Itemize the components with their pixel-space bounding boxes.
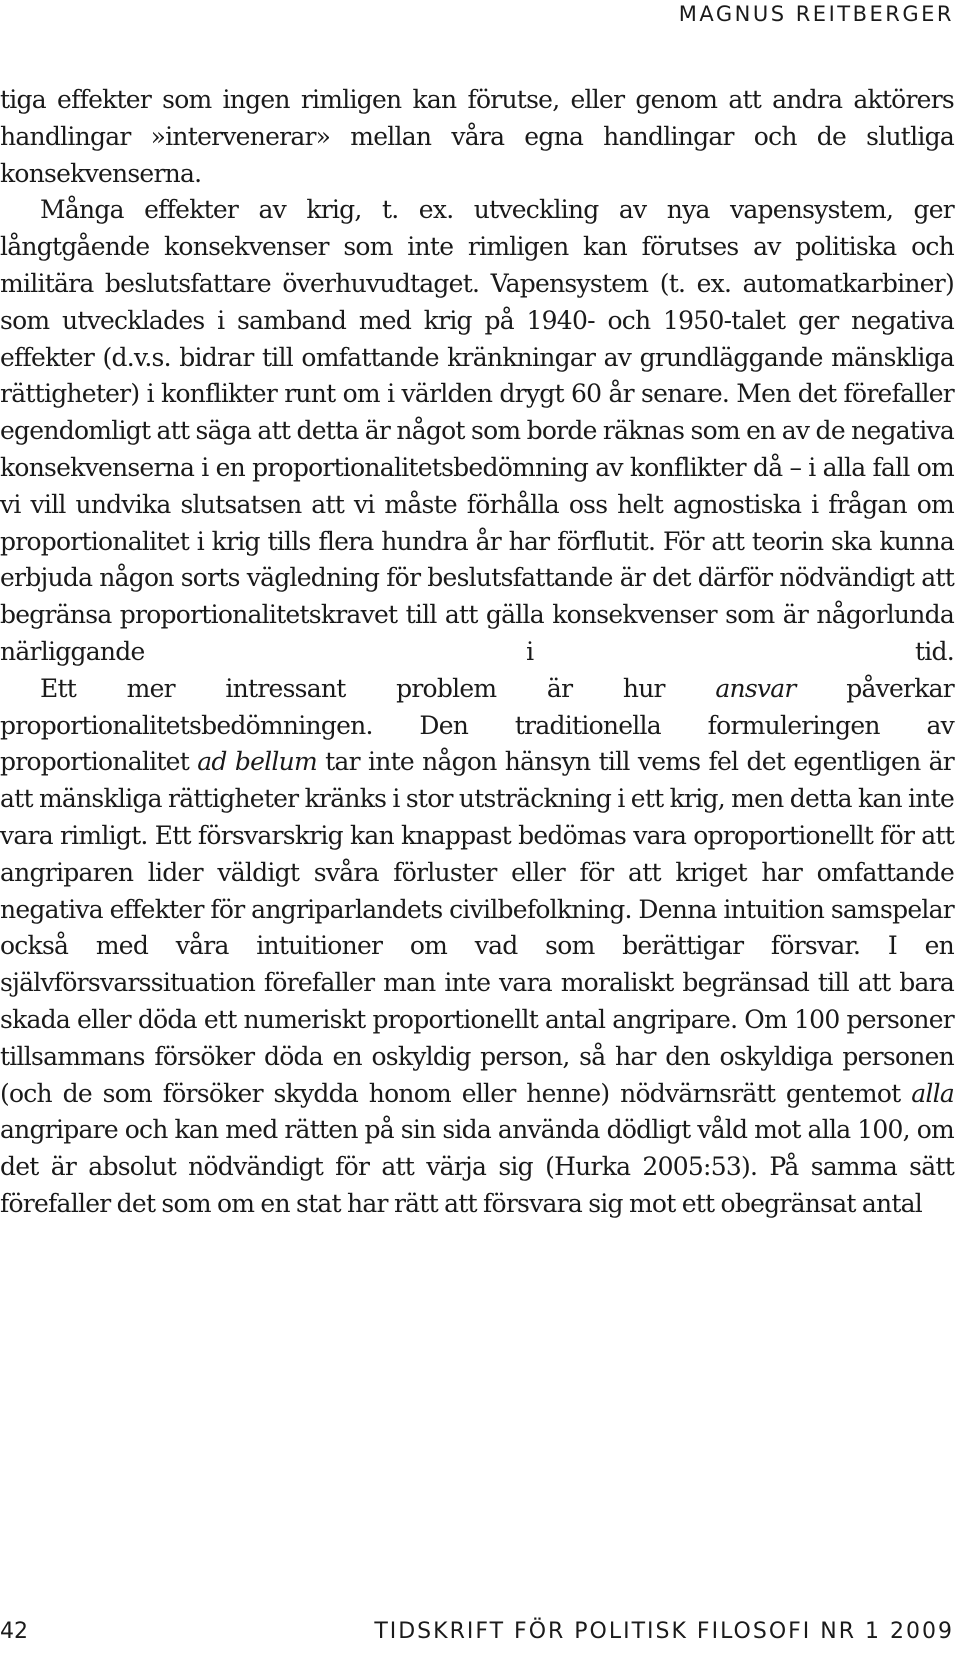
paragraph-2: Många effekter av krig, t. ex. utveckling av nya vapensystem, ger långtgående konsekvenser som inte rimligen kan förutses av politiska och militära beslutsfattare överhuvudtaget. Vapensystem (t. ex. automatkarbiner) som utvecklades i samband med krig på 1940- och 1950-talet ger negativa effekter (d.v.s. bidrar till omfattande kränkningar av grundläggande mänskliga rättigheter) i konflikter runt om i världen drygt 60 år senare. Men det förefaller egendomligt att säga att detta är något som borde räknas som en av de negativa konsekvenserna i en proportionalitetsbedömning av konflikter då – i alla fall om vi vill undvika slutsatsen att vi måste förhålla oss helt agnostiska i frågan om proportionalitet i krig tills flera hundra år har förflutit. För att teorin ska kunna erbjuda någon sorts vägledning för beslutsfattande är det därför nödvändigt att begränsa proportionalitetskravet till att gälla konsekvenser som är någorlunda närliggande i tid. [0,195,954,666]
emphasis-alla: alla [911,1078,954,1108]
paragraph-3 [0,671,954,1223]
running-head: MAGNUS REITBERGER [678,2,954,26]
paragraph-3-text-c: tar inte någon hänsyn till vems fel det egentligen är att mänskliga rättigheter kränks i stor utsträckning i ett krig, men detta kan inte vara rimligt. Ett försvarskrig kan knappast bedömas vara oproportionellt för att angriparen lider väldigt svåra förluster eller för att kriget har omfattande negativa effekter för angriparlandets civilbefolkning. Denna intuition samspelar också med våra intuitioner om vad som berättigar försvar. I en självförsvarssituation förefaller man inte vara moraliskt begränsad till att bara skada eller döda ett numeriskt proportionellt antal angripare. Om 100 personer tillsammans försöker döda en oskyldig person, så har den oskyldiga personen (och de som försöker skydda honom eller henne) nödvärnsrätt gentemot [0,747,955,1108]
paragraph-3-text-d: angripare och kan med rätten på sin sida använda dödligt våld mot alla 100, om det är absolut nödvändigt för att värja sig (Hurka 2005:53). På samma sätt förefaller det som om en stat har rätt att försvara sig mot ett obegränsat antal [0,1115,954,1218]
emphasis-ad-bellum: ad bellum [197,747,317,777]
page-footer [0,1617,954,1647]
paragraph-3-text-a: Ett mer intressant problem är hur [40,673,716,703]
page-number: 42 [0,1619,28,1644]
body-text [0,82,954,1223]
paragraph-3-text-b: påverkar proportionalitetsbedömningen. Den traditionella formuleringen av proportionalitet [0,673,954,777]
journal-title: TIDSKRIFT FÖR POLITISK FILOSOFI NR 1 2009 [374,1619,954,1644]
paragraph-1: tiga effekter som ingen rimligen kan förutse, eller genom att andra aktörers handlingar »intervenerar» mellan våra egna handlingar och de slutliga konsekvenserna. [0,85,954,188]
emphasis-ansvar: ansvar [715,673,796,703]
